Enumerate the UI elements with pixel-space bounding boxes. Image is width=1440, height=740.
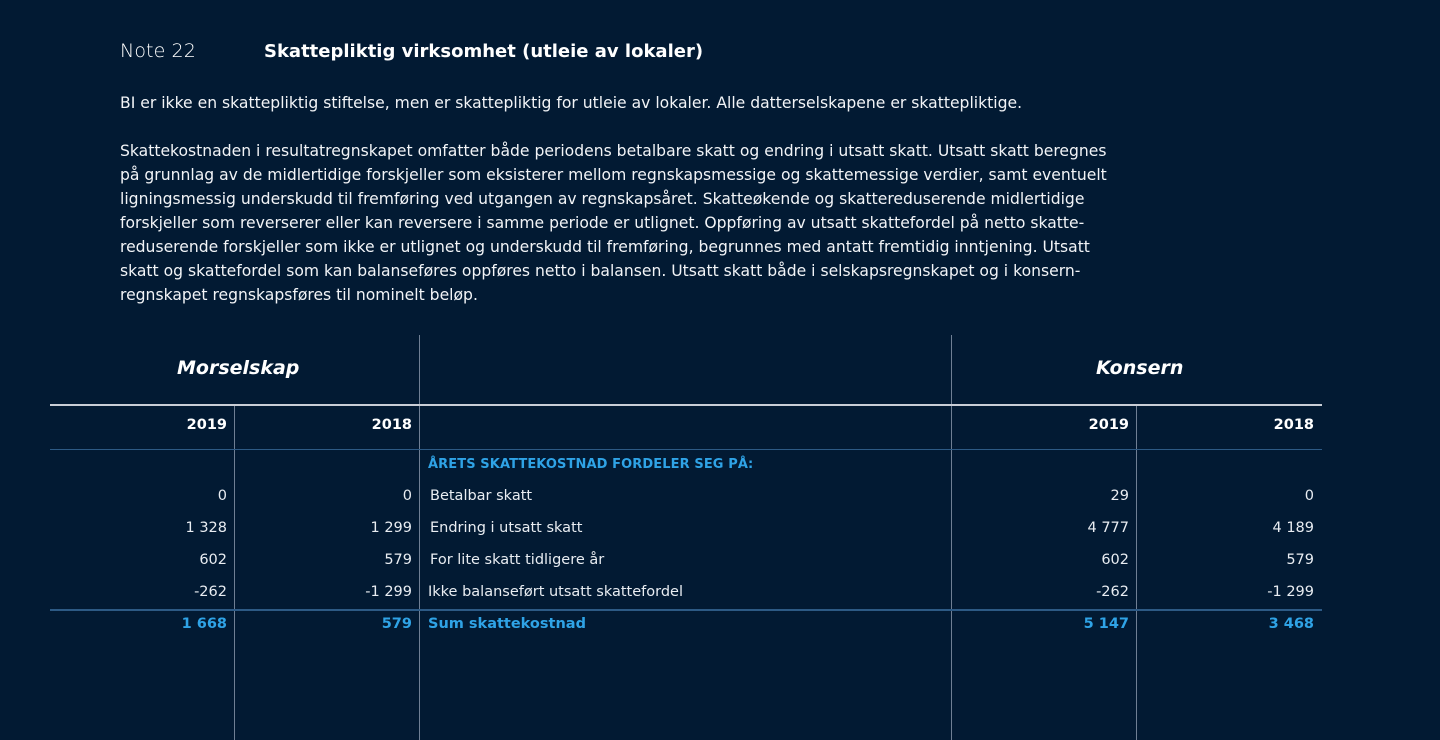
table-cell: 602 — [199, 552, 227, 568]
paragraph-line: Skattekostnaden i resultatregnskapet omfatter både periodens betalbare skatt og endring i utsatt skatt. Utsatt skatt beregnes — [120, 142, 1107, 160]
body-paragraph — [120, 139, 1150, 307]
table-cell: 4 777 — [1087, 520, 1129, 536]
paragraph-line: forskjeller som reverserer eller kan reversere i samme periode er utlignet. Oppføring av utsatt skattefordel på netto skatte- — [120, 214, 1085, 232]
table-cell: 29 — [1110, 488, 1129, 504]
total-cell: 3 468 — [1268, 616, 1314, 632]
column-divider — [419, 335, 420, 740]
table-cell: 0 — [217, 488, 227, 504]
column-divider — [951, 335, 952, 740]
table-cell: 579 — [1286, 552, 1314, 568]
intro-text: BI er ikke en skattepliktig stiftelse, men er skattepliktig for utleie av lokaler. Alle datterselskapene er skattepliktige. — [120, 94, 1023, 112]
table-cell: 579 — [384, 552, 412, 568]
table-cell: 1 299 — [370, 520, 412, 536]
note-title: Skattepliktig virksomhet (utleie av lokaler) — [264, 41, 704, 62]
section-heading: ÅRETS SKATTEKOSTNAD FORDELER SEG PÅ: — [428, 457, 754, 472]
paragraph-line: ligningsmessig underskudd til fremføring ved utgangen av regnskapsåret. Skatteøkende og skattereduserende midlertidige — [120, 190, 1085, 208]
table-cell: -1 299 — [1267, 584, 1314, 600]
total-cell: 1 668 — [181, 616, 227, 632]
total-label: Sum skattekostnad — [428, 616, 586, 632]
year-header: 2019 — [1088, 417, 1129, 433]
paragraph-line: reduserende forskjeller som ikke er utlignet og underskudd til fremføring, begrunnes med antatt fremtidig inntjening. Utsatt — [120, 238, 1090, 256]
year-header: 2019 — [186, 417, 227, 433]
total-rule — [50, 609, 1322, 611]
table-cell: -1 299 — [365, 584, 412, 600]
table-cell: 0 — [402, 488, 412, 504]
paragraph-line: på grunnlag av de midlertidige forskjeller som eksisterer mellom regnskapsmessige og skattemessige verdier, samt eventuelt — [120, 166, 1107, 184]
year-rule — [50, 449, 1322, 450]
table-cell: 1 328 — [185, 520, 227, 536]
row-label: Betalbar skatt — [430, 488, 533, 504]
row-label: Endring i utsatt skatt — [430, 520, 583, 536]
total-cell: 579 — [381, 616, 412, 632]
table-cell: 602 — [1101, 552, 1129, 568]
group-title-konsern: Konsern — [1096, 357, 1184, 379]
total-cell: 5 147 — [1083, 616, 1129, 632]
row-label: Ikke balanseført utsatt skattefordel — [428, 584, 683, 600]
column-divider — [1136, 406, 1137, 740]
note-number: Note 22 — [120, 40, 196, 62]
note-header — [120, 40, 703, 66]
row-label: For lite skatt tidligere år — [430, 552, 605, 568]
header-rule — [50, 404, 1322, 406]
paragraph-line: skatt og skattefordel som kan balanseføres oppføres netto i balansen. Utsatt skatt både i selskapsregnskapet og i konsern- — [120, 262, 1081, 280]
year-header: 2018 — [1273, 417, 1314, 433]
column-divider — [234, 406, 235, 740]
table-cell: 4 189 — [1272, 520, 1314, 536]
table-cell: -262 — [1096, 584, 1129, 600]
paragraph-line: regnskapet regnskapsføres til nominelt beløp. — [120, 286, 478, 304]
table-cell: 0 — [1304, 488, 1314, 504]
year-header: 2018 — [371, 417, 412, 433]
group-title-morselskap: Morselskap — [177, 357, 300, 379]
table-cell: -262 — [194, 584, 227, 600]
